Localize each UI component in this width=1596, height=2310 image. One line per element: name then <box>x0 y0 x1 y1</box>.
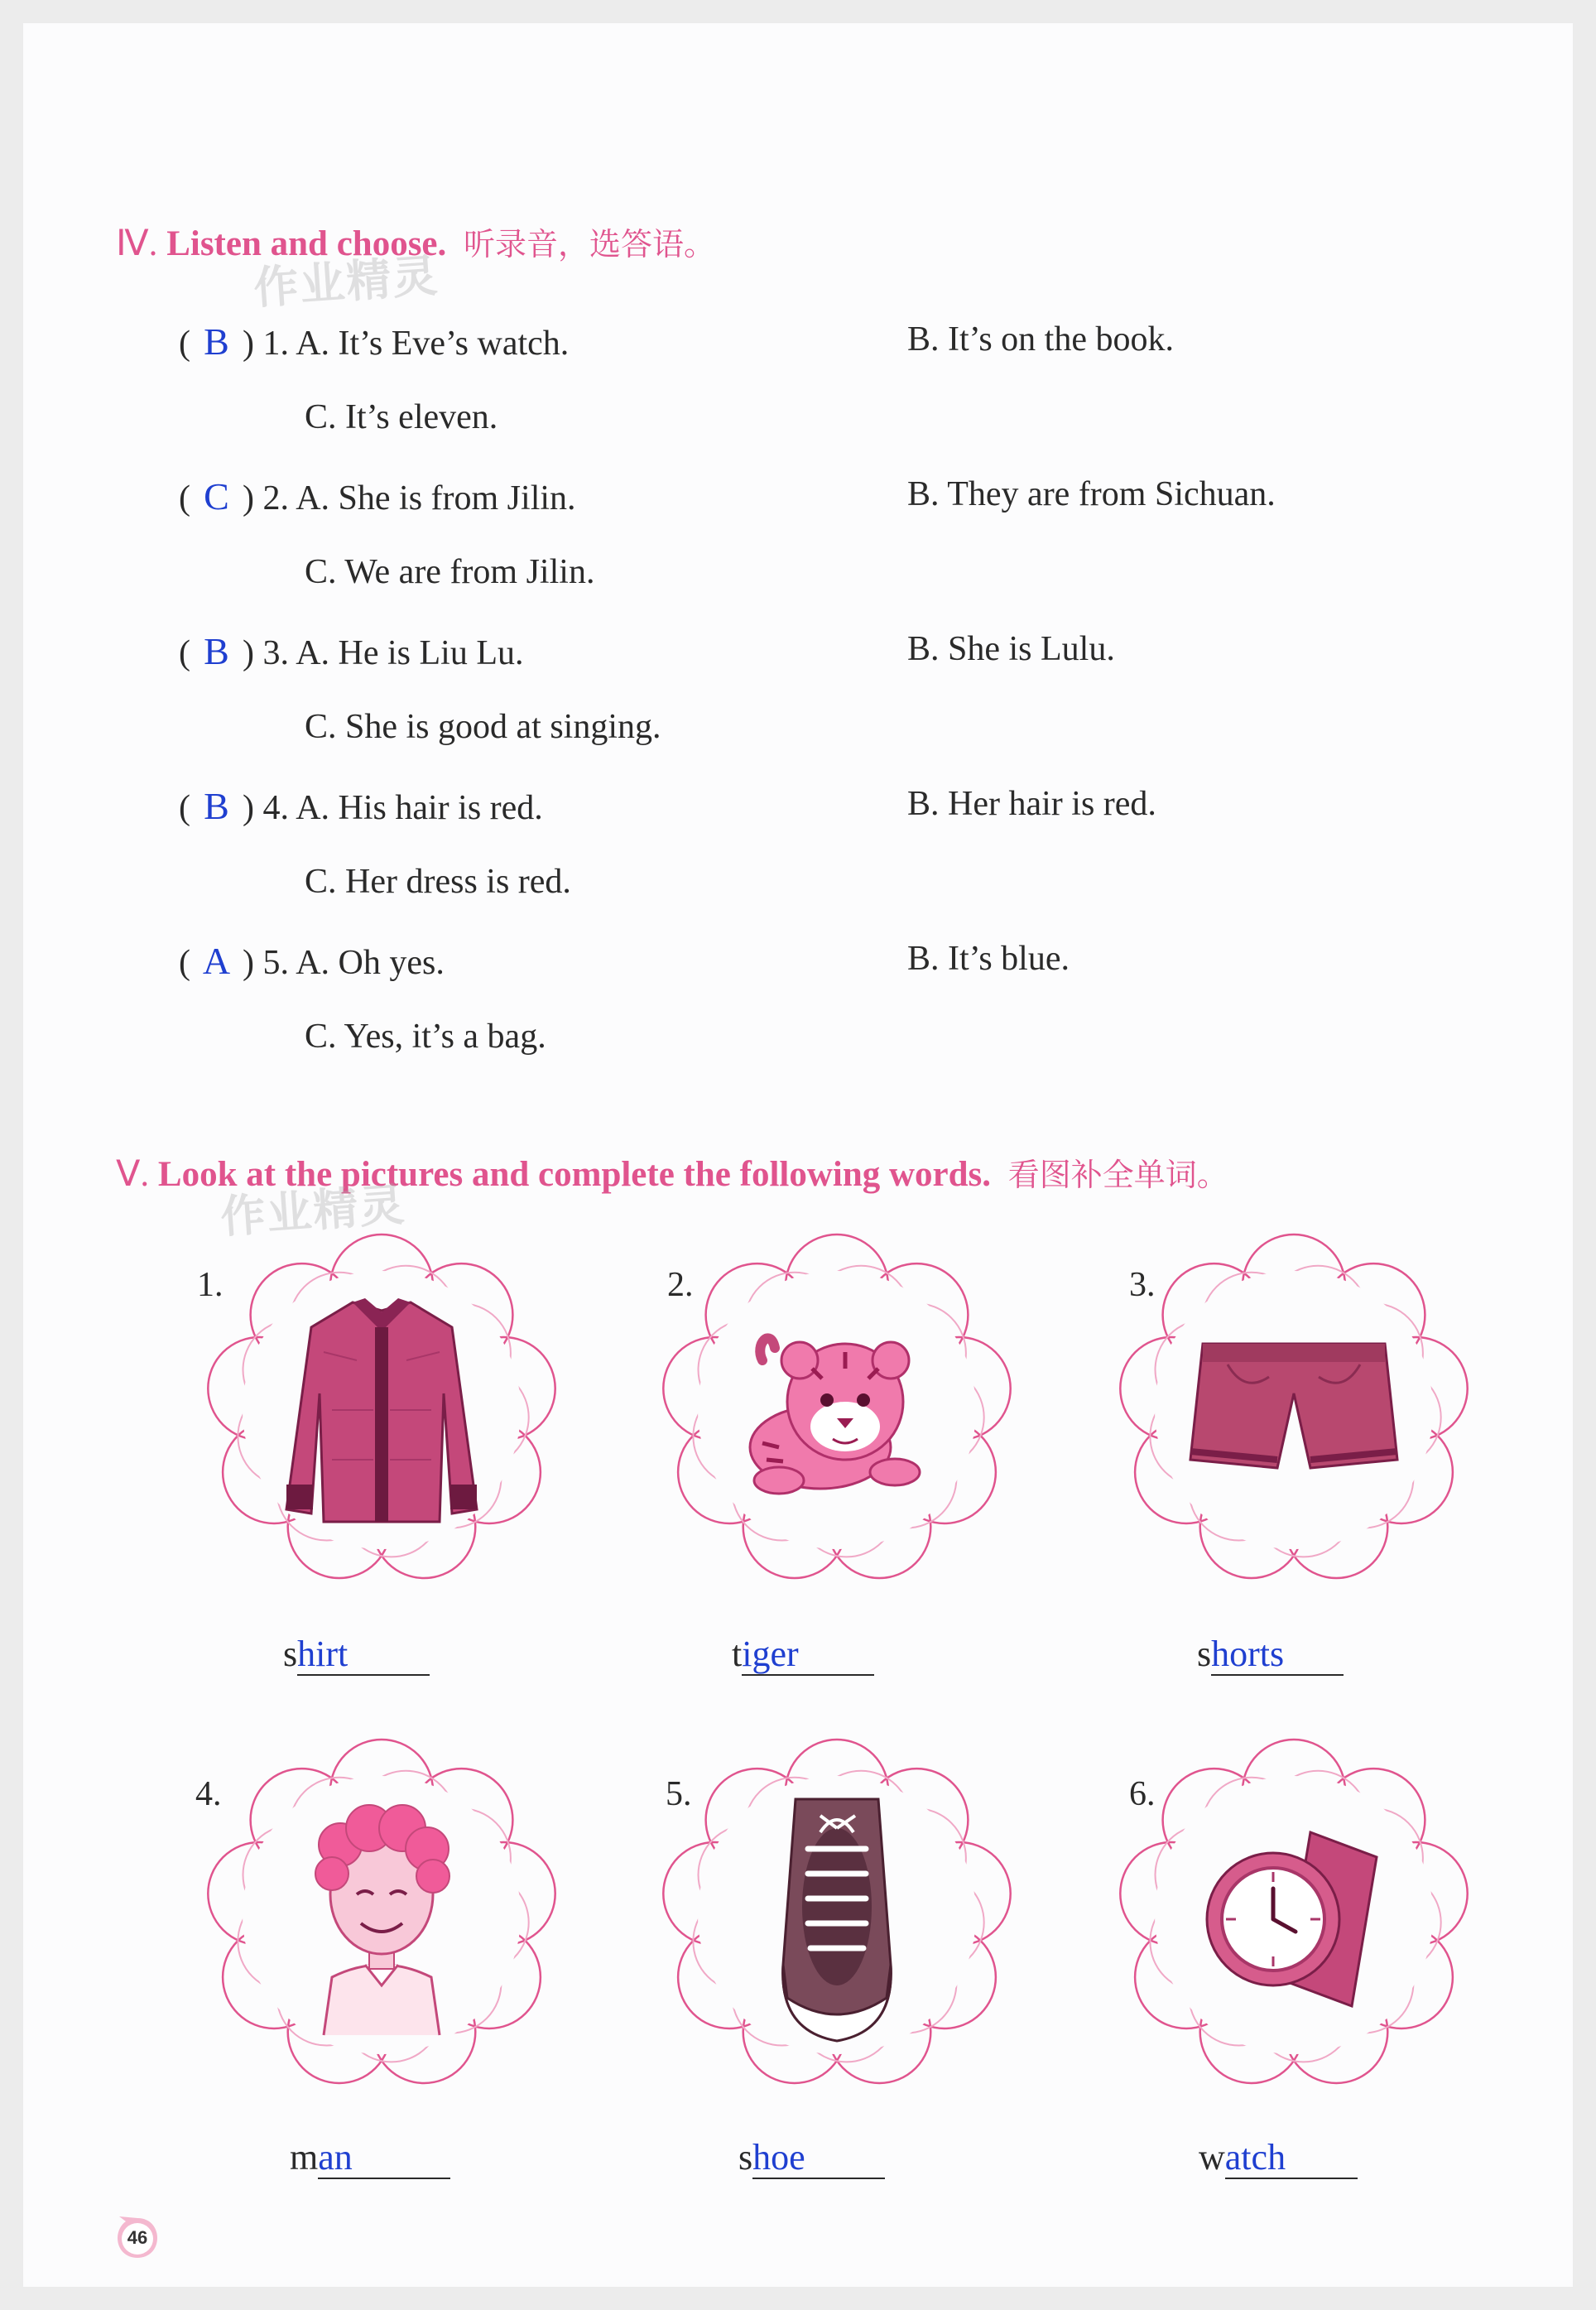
page-number: 46 <box>127 2227 148 2248</box>
picture-number: 6. <box>1129 1775 1156 1813</box>
question-line-ab <box>179 784 543 828</box>
picture-number: 3. <box>1129 1266 1156 1304</box>
question-number: 4. <box>262 789 289 827</box>
given-letter: m <box>290 2137 319 2178</box>
question-line-ab <box>179 939 445 983</box>
picture-number: 5. <box>666 1775 692 1813</box>
filled-answer: an <box>318 2139 450 2179</box>
word-blank <box>732 1633 874 1676</box>
picture-frame <box>204 1737 560 2093</box>
word-blank <box>1197 1633 1344 1676</box>
picture-frame <box>659 1232 1015 1588</box>
page-number-badge <box>114 2215 161 2261</box>
question-line-ab <box>179 474 576 518</box>
answer-letter: B <box>204 320 229 363</box>
close-paren: ) <box>233 944 263 982</box>
option-b: B. She is Lulu. <box>907 630 1115 668</box>
option-b: B. It’s blue. <box>907 940 1070 978</box>
option-c: C. She is good at singing. <box>305 708 661 746</box>
option-c: C. It’s eleven. <box>305 398 498 436</box>
section-title-zh: 看图补全单词。 <box>1007 1157 1228 1193</box>
picture-frame <box>659 1737 1015 2093</box>
section-title-zh: 听录音，选答语。 <box>464 226 716 262</box>
section-number: Ⅳ. <box>116 224 158 263</box>
picture-number: 4. <box>195 1775 222 1813</box>
question-number: 2. <box>262 479 289 517</box>
option-a: A. His hair is red. <box>296 789 543 827</box>
section-title-en: Listen and choose. <box>166 224 447 263</box>
given-letter: t <box>732 1634 743 1674</box>
picture-frame <box>1116 1737 1472 2093</box>
answer-letter: B <box>204 630 229 672</box>
watermark: 作业精灵 <box>252 249 441 315</box>
open-paren: ( <box>179 634 200 672</box>
given-letter: s <box>1197 1634 1212 1674</box>
close-paren: ) <box>233 789 263 827</box>
section-number: Ⅴ. <box>116 1155 150 1194</box>
option-a: A. He is Liu Lu. <box>296 634 524 672</box>
filled-answer: horts <box>1211 1636 1344 1676</box>
section-title-en: Look at the pictures and complete the following words. <box>157 1155 992 1194</box>
word-blank <box>738 2136 885 2179</box>
option-a: A. It’s Eve’s watch. <box>296 325 570 363</box>
watermark: 作业精灵 <box>219 1178 408 1244</box>
open-paren: ( <box>179 944 200 982</box>
picture-number: 1. <box>197 1266 224 1304</box>
open-paren: ( <box>179 789 200 827</box>
option-a: A. Oh yes. <box>296 944 445 982</box>
open-paren: ( <box>179 325 200 363</box>
close-paren: ) <box>233 634 263 672</box>
picture-frame <box>204 1232 560 1588</box>
option-c: C. Yes, it’s a bag. <box>305 1018 546 1056</box>
option-b: B. They are from Sichuan. <box>907 475 1276 513</box>
filled-answer: iger <box>742 1636 874 1676</box>
given-letter: s <box>738 2137 753 2178</box>
worksheet-page <box>23 23 1573 2287</box>
filled-answer: atch <box>1225 2139 1358 2179</box>
question-number: 1. <box>262 325 289 363</box>
option-a: A. She is from Jilin. <box>296 479 576 517</box>
given-letter: s <box>283 1634 298 1674</box>
question-number: 5. <box>262 944 289 982</box>
filled-answer: hirt <box>297 1636 430 1676</box>
word-blank <box>290 2136 450 2179</box>
question-number: 3. <box>262 634 289 672</box>
answer-letter: A <box>202 940 231 982</box>
open-paren: ( <box>179 479 200 517</box>
filled-answer: hoe <box>752 2139 885 2179</box>
word-blank <box>283 1633 430 1676</box>
question-line-ab <box>179 629 523 673</box>
close-paren: ) <box>233 479 263 517</box>
option-c: C. Her dress is red. <box>305 863 571 901</box>
answer-letter: B <box>204 785 229 827</box>
given-letter: w <box>1199 2137 1225 2178</box>
close-paren: ) <box>233 325 263 363</box>
answer-letter: C <box>204 475 229 517</box>
picture-frame <box>1116 1232 1472 1588</box>
question-line-ab <box>179 320 569 363</box>
option-b: B. Her hair is red. <box>907 785 1156 823</box>
word-blank <box>1199 2136 1358 2179</box>
picture-number: 2. <box>667 1266 694 1304</box>
option-b: B. It’s on the book. <box>907 320 1174 359</box>
option-c: C. We are from Jilin. <box>305 553 595 591</box>
